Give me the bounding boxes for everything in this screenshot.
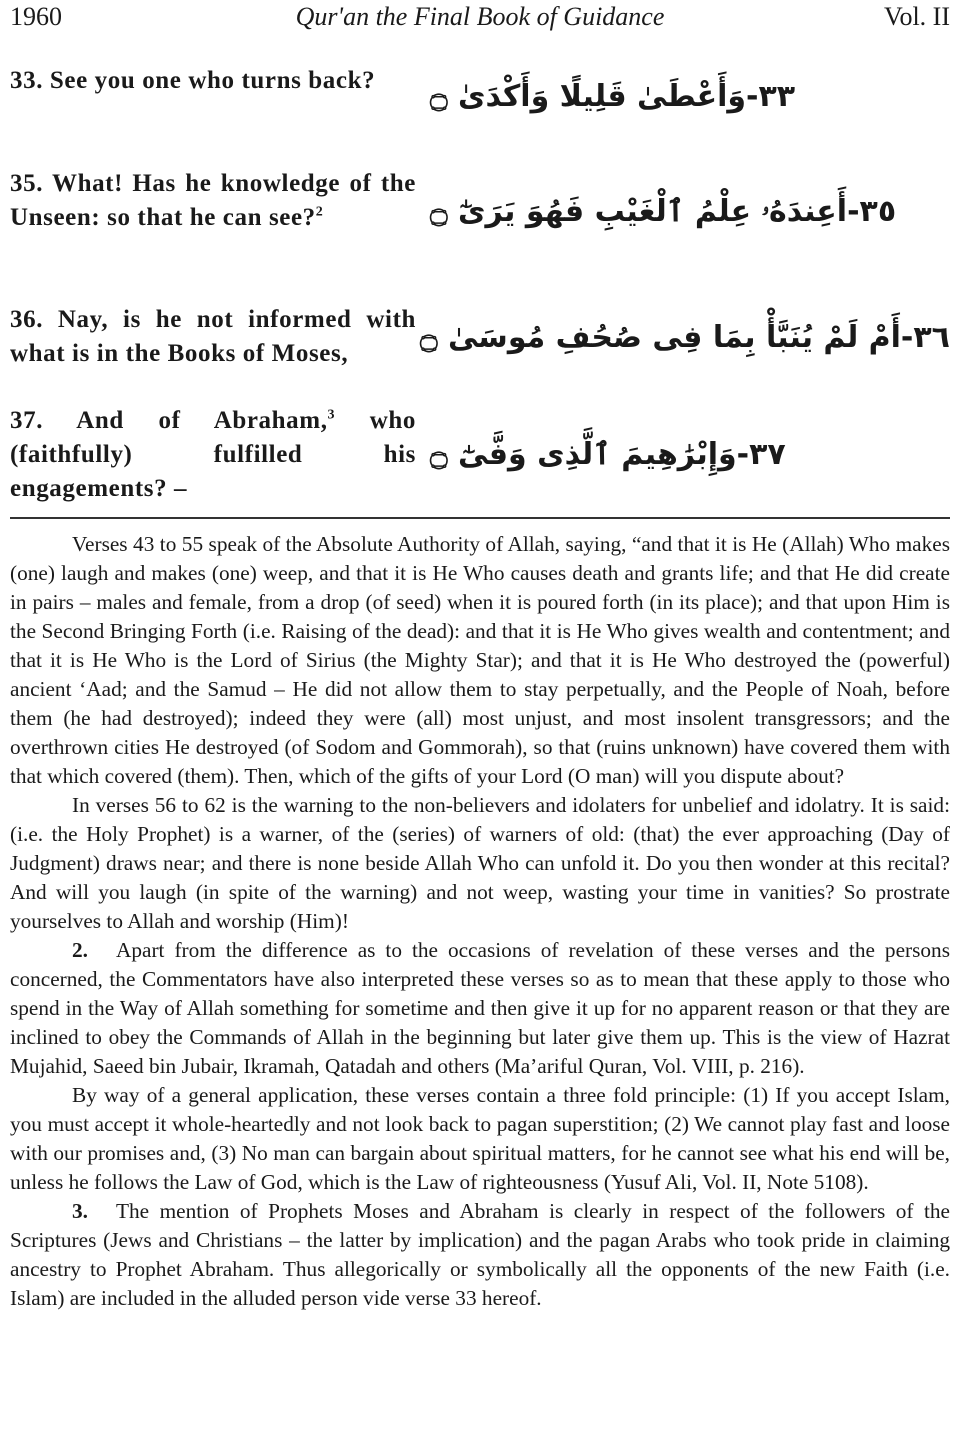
verse-36-arabic: ٣٦-أَمْ لَمْ يُنَبَّأْ بِمَا فِى صُحُفِ مُوسَىٰ ۝ (419, 320, 950, 355)
footnote-3 (10, 1197, 950, 1313)
section-divider (10, 517, 950, 519)
footnote-ref-3: 3 (327, 407, 336, 423)
verse-35-arabic: ٣٥-أَعِندَهُۥ عِلْمُ ٱلْغَيْبِ فَهُوَ يَرَىٰٓ ۝ (430, 194, 897, 229)
verse-37-english-end: who (faithfully) fulfilled his engagements? – (10, 407, 416, 502)
running-header (10, 2, 950, 36)
verse-36-english: 36. Nay, is he not informed with what is in the Books of Moses, (10, 306, 416, 367)
verse-37-english (10, 404, 416, 506)
book-title: Qur'an the Final Book of Guidance (295, 2, 665, 31)
footnote-2 (10, 936, 950, 1081)
commentary-paragraph-4: By way of a general application, these verses contain a three fold principle: (1) If you accept Islam, you must accept it whole-heartedly and not look back to pagan superstition; (2) We cannot play fast and loose with our promises and, (3) No man can bargain about spiritual matters, for he cannot see what his end will be, unless he follows the Law of God, which is the Law of righteousness (Yusuf Ali, Vol. II, Note 5108). (10, 1083, 950, 1194)
verse-33-arabic: ٣٣-وَأَعْطَىٰ قَلِيلًا وَأَكْدَىٰ ۝ (430, 79, 796, 114)
commentary-paragraph-2: In verses 56 to 62 is the warning to the non-believers and idolaters for unbelief and idolatry. It is said: (i.e. the Holy Prophet) is a warner, of the (series) of warners of old: (that) the ever approaching (Day of Judgment) draws near; and there is none beside Allah Who can unfold it. Do you then wonder at this recital? And will you laugh (in spite of the warning) and not weep, wasting your time in vanities? So prostrate yourselves to Allah and worship (Him)! (10, 793, 950, 933)
page-number: 1960 (10, 2, 62, 31)
volume-label: Vol. II (884, 2, 950, 31)
footnote-3-text: The mention of Prophets Moses and Abraham is clearly in respect of the followers of the Scriptures (Jews and Christians – the latter by implication) and the pagan Arabs who took pride in claiming ancestry to Prophet Abraham. Thus allegorically or symbolically all the opponents of the new Faith (i.e. Islam) are included in the alluded person vide verse 33 hereof. (10, 1199, 950, 1310)
commentary (10, 530, 950, 1313)
footnote-ref-2: 2 (315, 204, 324, 220)
footnote-2-number: 2. (72, 938, 88, 962)
verse-35-english-text: 35. What! Has he knowledge of the Unseen: so that he can see? (10, 170, 416, 231)
verse-37-arabic: ٣٧-وَإِبْرَٰهِيمَ ٱلَّذِى وَفَّىٰٓ ۝ (430, 437, 786, 472)
verse-37-english-start: 37. And of Abraham, (10, 407, 328, 434)
commentary-paragraph-1: Verses 43 to 55 speak of the Absolute Authority of Allah, saying, “and that it is He (Allah) Who makes (one) laugh and makes (one) weep, and that it is He Who causes death and grants life; and that He did create in pairs – males and female, from a drop (of seed) when it is poured forth (in its place); and that upon Him is the Second Bringing Forth (i.e. Raising of the dead): and that it is He Who gives wealth and contentment; and that it is He Who is the Lord of Sirius (the Mighty Star); and that it is He Who destroyed the (powerful) ancient ‘Aad; and the Samud – He did not allow them to stay perpetually, and the People of Noah, before them (he had destroyed); indeed they were (all) most unjust, and most insolent transgressors; and the overthrown cities He destroyed (of Sodom and Gommorah), so that (ruins unknown) have covered them with that which covered (them). Then, which of the gifts of your Lord (O man) will you dispute about? (10, 532, 950, 788)
verse-35-english (10, 167, 416, 235)
footnote-3-number: 3. (72, 1199, 88, 1223)
verse-33-english: 33. See you one who turns back? (10, 67, 376, 94)
footnote-2-text: Apart from the difference as to the occasions of revelation of these verses and the persons concerned, the Commentators have also interpreted these verses so as to mean that these apply to those who spend in the Way of Allah something for sometime and then give it up for no apparent reason or that they are inclined to obey the Commands of Allah in the beginning but later give them up. This is the view of Hazrat Mujahid, Saeed bin Jubair, Ikramah, Qatadah and others (Ma’ariful Quran, Vol. VIII, p. 216). (10, 938, 950, 1078)
